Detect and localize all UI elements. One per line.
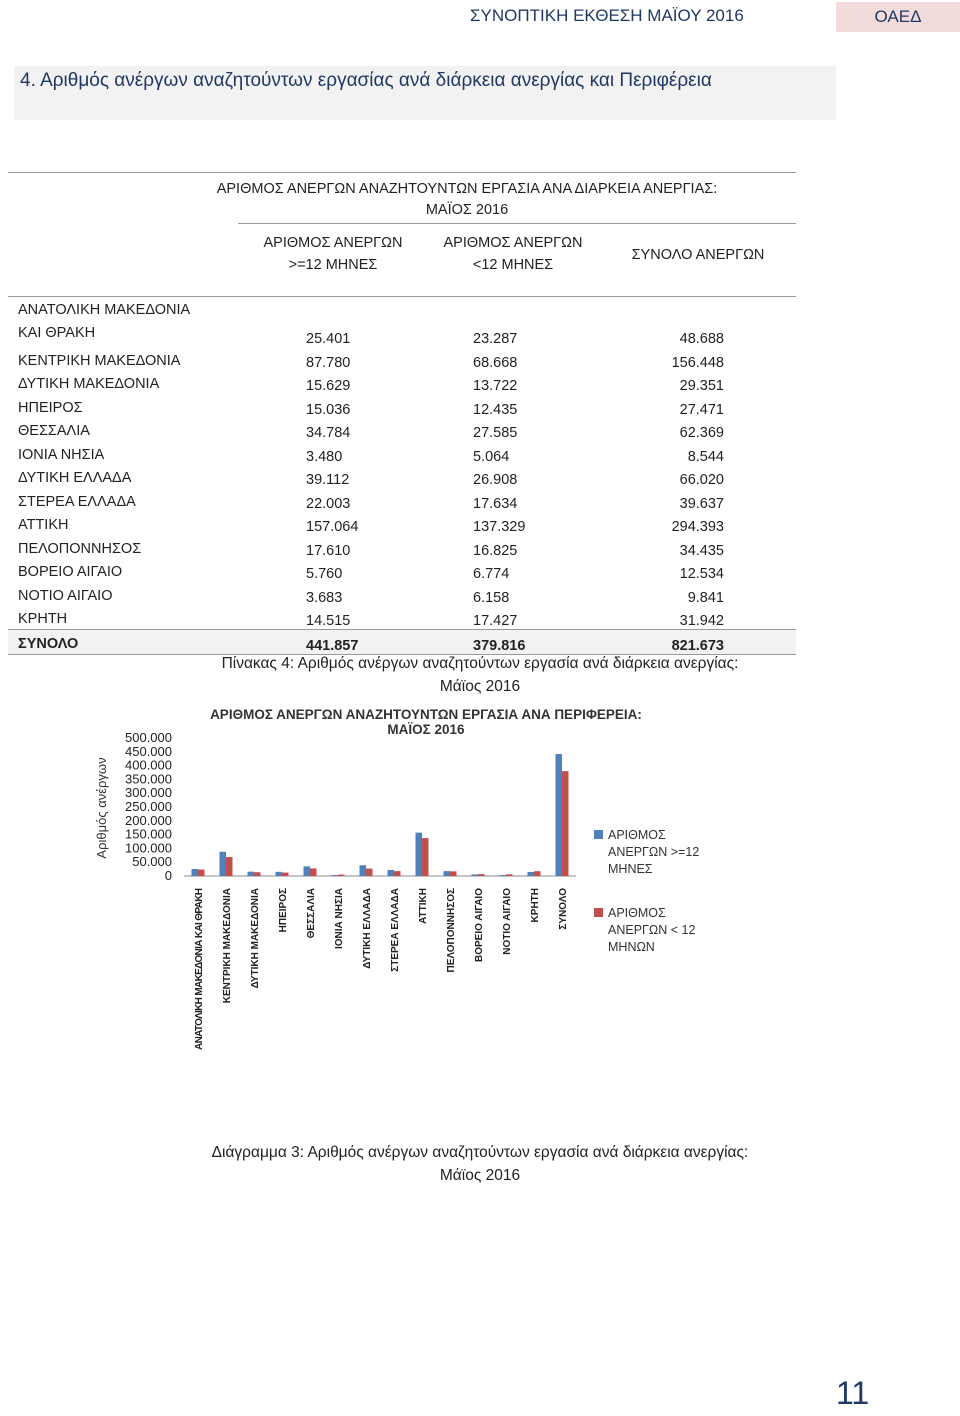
chart-caption-line1: Διάγραμμα 3: Αριθμός ανέργων αναζητούντων εργασία ανά διάρκεια ανεργίας: <box>211 1144 749 1161</box>
table-row <box>8 394 796 418</box>
bar-lt12 <box>310 868 317 876</box>
col-header-lt12-line2: <12 ΜΗΝΕΣ <box>472 257 554 273</box>
y-tick-label: 150.000 <box>125 826 172 842</box>
row-ge12: 25.401 <box>306 331 351 347</box>
row-lt12: 137.329 <box>473 519 526 535</box>
chart-caption-line2: Μάϊος 2016 <box>439 1167 521 1184</box>
row-lt12: 26.908 <box>473 472 518 488</box>
x-tick-label: ΔΥΤΙΚΗ ΕΛΛΑΔΑ <box>362 888 373 969</box>
x-tick-label: ΣΥΝΟΛΟ <box>558 888 569 930</box>
bar-ge12 <box>220 852 227 876</box>
y-tick-label: 500.000 <box>125 730 172 745</box>
bar-ge12 <box>276 872 283 876</box>
row-total: 27.471 <box>679 401 724 418</box>
legend-label-line1: ΑΡΙΘΜΟΣ <box>608 828 666 842</box>
row-ge12: 5.760 <box>306 566 343 582</box>
row-name: ΑΤΤΙΚΗ <box>18 517 69 533</box>
table-title-line2: ΜΑΪΟΣ 2016 <box>425 202 509 218</box>
bar-lt12 <box>366 869 373 876</box>
row-name: ΙΟΝΙΑ ΝΗΣΙΑ <box>18 446 105 463</box>
table-row <box>8 441 796 465</box>
bar-lt12 <box>254 872 261 876</box>
x-tick-label: ΒΟΡΕΙΟ ΑΙΓΑΙΟ <box>474 888 485 963</box>
table-row <box>8 418 796 442</box>
row-name: ΔΥΤΙΚΗ ΜΑΚΕΔΟΝΙΑ <box>18 376 160 392</box>
y-tick-label: 450.000 <box>125 743 172 759</box>
table-row <box>8 488 796 512</box>
row-lt12: 12.435 <box>473 401 518 418</box>
chart-caption <box>60 1141 900 1187</box>
y-tick-label: 400.000 <box>125 757 172 773</box>
table-row <box>8 347 796 371</box>
bar-ge12 <box>416 833 423 876</box>
bar-ge12 <box>248 872 255 876</box>
chart-title-line1: ΑΡΙΘΜΟΣ ΑΝΕΡΓΩΝ ΑΝΑΖΗΤΟΥΝΤΩΝ ΕΡΓΑΣΙΑ ΑΝΑ ΠΕΡΙΦΕΡΕΙΑ: <box>210 707 642 722</box>
table-row <box>8 559 796 583</box>
bar-lt12 <box>338 875 345 876</box>
bar-ge12 <box>360 865 367 876</box>
table-row <box>8 297 796 347</box>
col-header-ge12-line2: >=12 ΜΗΝΕΣ <box>288 257 378 273</box>
row-lt12: 27.585 <box>473 425 518 441</box>
row-total: 31.942 <box>679 613 724 629</box>
header-org-badge: ΟΑΕΔ <box>836 2 960 32</box>
row-total: 156.448 <box>671 354 724 371</box>
table-row <box>8 535 796 559</box>
row-ge12: 22.003 <box>306 495 351 512</box>
row-name: ΔΥΤΙΚΗ ΕΛΛΑΔΑ <box>18 470 132 486</box>
row-name: ΚΡΗΤΗ <box>18 611 68 627</box>
legend-label-line1: ΑΡΙΘΜΟΣ <box>608 906 666 920</box>
bar-ge12 <box>332 875 339 876</box>
y-tick-label: 250.000 <box>125 799 172 814</box>
col-header-lt12-line1: ΑΡΙΘΜΟΣ ΑΝΕΡΓΩΝ <box>443 235 583 251</box>
table-caption <box>60 652 900 698</box>
row-name: ΠΕΛΟΠΟΝΝΗΣΟΣ <box>18 540 142 557</box>
total-total: 821.673 <box>671 638 724 654</box>
row-total: 62.369 <box>679 425 724 441</box>
row-total: 48.688 <box>679 331 724 347</box>
row-ge12: 15.629 <box>306 378 351 394</box>
row-total: 8.544 <box>687 448 724 465</box>
bar-lt12 <box>422 838 429 876</box>
row-total: 294.393 <box>671 519 724 535</box>
row-total: 34.435 <box>679 542 724 559</box>
col-header-total: ΣΥΝΟΛΟ ΑΝΕΡΓΩΝ <box>631 247 765 263</box>
col-header-lt12 <box>428 232 598 276</box>
bar-ge12 <box>444 871 451 876</box>
row-ge12: 157.064 <box>306 519 359 535</box>
bar-lt12 <box>562 771 569 876</box>
row-name: ΗΠΕΙΡΟΣ <box>18 399 83 416</box>
x-tick-label: ΑΤΤΙΚΗ <box>418 888 429 924</box>
legend-label-line2: ΑΝΕΡΓΩΝ >=12 <box>608 845 700 859</box>
row-lt12: 6.774 <box>473 566 510 582</box>
row-name: ΣΤΕΡΕΑ ΕΛΛΑΔΑ <box>18 493 136 510</box>
table-title <box>8 173 796 223</box>
y-tick-label: 300.000 <box>125 785 172 801</box>
row-ge12: 14.515 <box>306 613 351 629</box>
row-name-line2: ΚΑΙ ΘΡΑΚΗ <box>18 325 96 341</box>
table-title-line1: ΑΡΙΘΜΟΣ ΑΝΕΡΓΩΝ ΑΝΑΖΗΤΟΥΝΤΩΝ ΕΡΓΑΣΙΑ ΑΝΑ ΔΙΑΡΚΕΙΑ ΑΝΕΡΓΙΑΣ: <box>216 181 718 197</box>
row-name: ΚΕΝΤΡΙΚΗ ΜΑΚΕΔΟΝΙΑ <box>18 352 181 369</box>
row-total: 29.351 <box>679 378 724 394</box>
bar-lt12 <box>534 871 541 876</box>
table-row <box>8 465 796 489</box>
table-column-headers <box>8 224 796 296</box>
row-lt12: 23.287 <box>473 331 518 347</box>
legend-swatch <box>594 908 603 917</box>
y-tick-label: 100.000 <box>125 840 172 856</box>
bar-ge12 <box>192 869 199 876</box>
bar-lt12 <box>282 873 289 876</box>
row-lt12: 17.634 <box>473 495 518 512</box>
row-lt12: 5.064 <box>473 448 510 465</box>
y-tick-label: 0 <box>164 868 172 883</box>
row-ge12: 34.784 <box>306 425 351 441</box>
bar-lt12 <box>226 857 233 876</box>
bar-ge12 <box>528 872 535 876</box>
chart <box>76 700 756 1060</box>
bar-lt12 <box>198 870 205 876</box>
total-ge12: 441.857 <box>306 638 359 654</box>
bar-ge12 <box>388 870 395 876</box>
row-total: 12.534 <box>679 566 724 582</box>
table-caption-line2: Μάϊος 2016 <box>439 678 521 695</box>
row-name: ΝΟΤΙΟ ΑΙΓΑΙΟ <box>18 587 113 604</box>
row-ge12: 3.683 <box>306 589 343 606</box>
col-header-ge12 <box>243 232 423 276</box>
x-tick-label: ΔΥΤΙΚΗ ΜΑΚΕΔΟΝΙΑ <box>250 888 261 989</box>
row-ge12: 3.480 <box>306 448 343 465</box>
row-name: ΒΟΡΕΙΟ ΑΙΓΑΙΟ <box>18 564 123 580</box>
x-tick-label: ΚΕΝΤΡΙΚΗ ΜΑΚΕΔΟΝΙΑ <box>222 888 233 1004</box>
x-tick-label: ΗΠΕΙΡΟΣ <box>278 888 289 933</box>
total-lt12: 379.816 <box>473 638 526 654</box>
row-name <box>18 299 190 345</box>
section-title: 4. Αριθμός ανέργων αναζητούντων εργασίας ανά διάρκεια ανεργίας και Περιφέρεια <box>20 70 712 91</box>
header-title: ΣΥΝΟΠΤΙΚΗ ΕΚΘΕΣΗ ΜΑΪΟΥ 2016 <box>470 6 744 25</box>
row-name: ΘΕΣΣΑΛΙΑ <box>18 423 90 439</box>
page-number: 11 <box>836 1375 870 1411</box>
y-tick-label: 200.000 <box>125 812 172 828</box>
table-row <box>8 606 796 630</box>
row-lt12: 13.722 <box>473 378 518 394</box>
bar-lt12 <box>450 871 457 876</box>
bar-ge12 <box>500 875 507 876</box>
row-total: 39.637 <box>679 495 724 512</box>
x-tick-label: ΠΕΛΟΠΟΝΝΗΣΟΣ <box>446 888 457 973</box>
legend-label-line2: ΑΝΕΡΓΩΝ < 12 <box>608 923 696 937</box>
row-ge12: 87.780 <box>306 354 351 371</box>
chart-svg <box>76 700 756 1060</box>
x-tick-label: ΘΕΣΣΑΛΙΑ <box>306 888 317 939</box>
row-name-line1: ΑΝΑΤΟΛΙΚΗ ΜΑΚΕΔΟΝΙΑ <box>18 302 191 318</box>
x-tick-label: ΙΟΝΙΑ ΝΗΣΙΑ <box>334 888 345 950</box>
col-header-ge12-line1: ΑΡΙΘΜΟΣ ΑΝΕΡΓΩΝ <box>263 235 403 251</box>
row-ge12: 39.112 <box>306 472 350 488</box>
bar-lt12 <box>478 874 485 876</box>
bar-lt12 <box>506 874 513 876</box>
bar-ge12 <box>556 754 563 876</box>
table-row <box>8 582 796 606</box>
table-row <box>8 371 796 395</box>
row-total: 66.020 <box>679 472 724 488</box>
legend-swatch <box>594 830 603 839</box>
bar-ge12 <box>472 874 479 876</box>
row-ge12: 15.036 <box>306 401 351 418</box>
bar-ge12 <box>304 866 311 876</box>
data-table <box>8 172 796 655</box>
x-tick-label: ΚΡΗΤΗ <box>530 888 541 923</box>
total-name: ΣΥΝΟΛΟ <box>18 636 79 652</box>
row-lt12: 17.427 <box>473 613 518 629</box>
y-axis-label: Αριθμός ανέργων <box>94 757 109 859</box>
row-lt12: 6.158 <box>473 589 510 606</box>
chart-title-line2: ΜΑΪΟΣ 2016 <box>387 722 465 737</box>
legend-label-line3: ΜΗΝΩΝ <box>608 940 655 954</box>
y-tick-label: 350.000 <box>125 771 172 787</box>
row-total: 9.841 <box>687 589 724 606</box>
x-tick-label: ΑΝΑΤΟΛΙΚΗ ΜΑΚΕΔΟΝΙΑ ΚΑΙ ΘΡΑΚΗ <box>194 888 205 1050</box>
x-tick-label: ΣΤΕΡΕΑ ΕΛΛΑΔΑ <box>390 888 401 972</box>
bar-lt12 <box>394 871 401 876</box>
table-caption-line1: Πίνακας 4: Αριθμός ανέργων αναζητούντων εργασία ανά διάρκεια ανεργίας: <box>221 655 739 672</box>
legend-label-line3: ΜΗΝΕΣ <box>608 862 653 876</box>
y-tick-label: 50.000 <box>132 854 172 870</box>
row-ge12: 17.610 <box>306 542 351 559</box>
x-tick-label: ΝΟΤΙΟ ΑΙΓΑΙΟ <box>502 888 513 955</box>
row-lt12: 16.825 <box>473 542 518 559</box>
table-row <box>8 512 796 536</box>
row-lt12: 68.668 <box>473 354 518 371</box>
